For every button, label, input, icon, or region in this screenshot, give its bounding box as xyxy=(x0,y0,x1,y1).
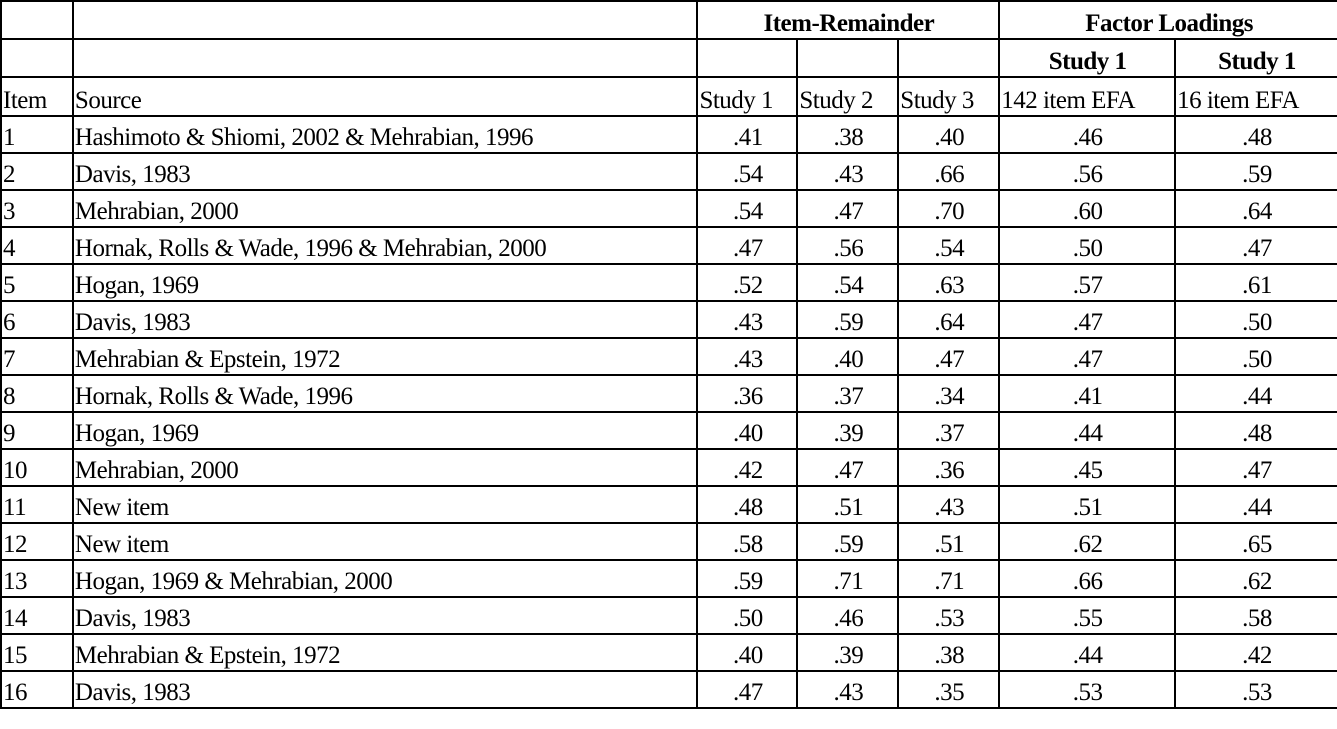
table-row xyxy=(1,671,1337,708)
table-row xyxy=(1,375,1337,412)
cell-study3-value[interactable]: .47 xyxy=(898,338,999,375)
cell-empty[interactable] xyxy=(697,39,797,77)
table-body xyxy=(1,116,1337,708)
cell-item-number[interactable]: 10 xyxy=(1,449,73,486)
column-header-row xyxy=(1,77,1337,116)
cell-study1-value[interactable]: .43 xyxy=(697,301,797,338)
cell-efa16-value[interactable]: .44 xyxy=(1175,375,1337,412)
cell-item-number[interactable]: 7 xyxy=(1,338,73,375)
cell-study3-value[interactable]: .35 xyxy=(898,671,999,708)
table-row xyxy=(1,560,1337,597)
cell-efa142-value[interactable]: .50 xyxy=(999,227,1175,264)
cell-study2-value[interactable]: .39 xyxy=(797,412,898,449)
cell-study2-value[interactable]: .37 xyxy=(797,375,898,412)
cell-efa16-value[interactable]: .50 xyxy=(1175,338,1337,375)
cell-study3-value[interactable]: .51 xyxy=(898,523,999,560)
cell-efa16-value[interactable]: .44 xyxy=(1175,486,1337,523)
table-row xyxy=(1,597,1337,634)
cell-study2-value[interactable]: .54 xyxy=(797,264,898,301)
cell-item-number[interactable]: 8 xyxy=(1,375,73,412)
cell-study2-value[interactable]: .51 xyxy=(797,486,898,523)
cell-efa16-value[interactable]: .65 xyxy=(1175,523,1337,560)
cell-study1-value[interactable]: .47 xyxy=(697,227,797,264)
cell-efa16-value[interactable]: .48 xyxy=(1175,412,1337,449)
table-row xyxy=(1,153,1337,190)
table-row xyxy=(1,190,1337,227)
table-row xyxy=(1,486,1337,523)
cell-efa142-value[interactable]: .47 xyxy=(999,301,1175,338)
cell-efa142-value[interactable]: .53 xyxy=(999,671,1175,708)
column-header-study1[interactable]: Study 1 xyxy=(697,77,797,116)
cell-source[interactable]: New item xyxy=(73,486,698,523)
cell-empty[interactable] xyxy=(73,39,698,77)
cell-item-number[interactable]: 4 xyxy=(1,227,73,264)
cell-study1-value[interactable]: .43 xyxy=(697,338,797,375)
cell-study2-value[interactable]: .71 xyxy=(797,560,898,597)
cell-study2-value[interactable]: .39 xyxy=(797,634,898,671)
group-header-row xyxy=(1,1,1337,39)
cell-efa16-value[interactable]: .62 xyxy=(1175,560,1337,597)
study1-142-subheader[interactable]: Study 1 xyxy=(999,39,1175,77)
cell-study2-value[interactable]: .46 xyxy=(797,597,898,634)
cell-item-number[interactable]: 1 xyxy=(1,116,73,153)
cell-study3-value[interactable]: .63 xyxy=(898,264,999,301)
cell-efa16-value[interactable]: .61 xyxy=(1175,264,1337,301)
cell-study1-value[interactable]: .40 xyxy=(697,412,797,449)
table-row xyxy=(1,523,1337,560)
sub-header-row xyxy=(1,39,1337,77)
cell-study1-value[interactable]: .41 xyxy=(697,116,797,153)
cell-item-number[interactable]: 5 xyxy=(1,264,73,301)
cell-efa142-value[interactable]: .62 xyxy=(999,523,1175,560)
cell-item-number[interactable]: 6 xyxy=(1,301,73,338)
cell-efa142-value[interactable]: .51 xyxy=(999,486,1175,523)
item-remainder-header[interactable]: Item-Remainder xyxy=(697,1,999,39)
cell-item-number[interactable]: 13 xyxy=(1,560,73,597)
cell-source[interactable]: Davis, 1983 xyxy=(73,597,698,634)
cell-study1-value[interactable]: .54 xyxy=(697,190,797,227)
cell-source[interactable]: Hogan, 1969 & Mehrabian, 2000 xyxy=(73,560,698,597)
cell-efa142-value[interactable]: .41 xyxy=(999,375,1175,412)
cell-efa16-value[interactable]: .50 xyxy=(1175,301,1337,338)
cell-study3-value[interactable]: .43 xyxy=(898,486,999,523)
cell-study2-value[interactable]: .59 xyxy=(797,523,898,560)
cell-efa16-value[interactable]: .47 xyxy=(1175,449,1337,486)
table-row xyxy=(1,227,1337,264)
cell-source[interactable]: Davis, 1983 xyxy=(73,671,698,708)
cell-study3-value[interactable]: .71 xyxy=(898,560,999,597)
column-header-study2[interactable]: Study 2 xyxy=(797,77,898,116)
cell-item-number[interactable]: 14 xyxy=(1,597,73,634)
cell-source[interactable]: Mehrabian, 2000 xyxy=(73,449,698,486)
cell-empty[interactable] xyxy=(898,39,999,77)
cell-study2-value[interactable]: .38 xyxy=(797,116,898,153)
cell-study1-value[interactable]: .50 xyxy=(697,597,797,634)
cell-empty[interactable] xyxy=(73,1,698,39)
cell-study3-value[interactable]: .38 xyxy=(898,634,999,671)
cell-efa142-value[interactable]: .46 xyxy=(999,116,1175,153)
cell-efa16-value[interactable]: .58 xyxy=(1175,597,1337,634)
cell-source[interactable]: Davis, 1983 xyxy=(73,301,698,338)
study1-16-subheader[interactable]: Study 1 xyxy=(1175,39,1337,77)
cell-source[interactable]: Hashimoto & Shiomi, 2002 & Mehrabian, 1996 xyxy=(73,116,698,153)
factor-loadings-header[interactable]: Factor Loadings xyxy=(999,1,1337,39)
cell-efa16-value[interactable]: .42 xyxy=(1175,634,1337,671)
cell-empty[interactable] xyxy=(797,39,898,77)
cell-source[interactable]: Mehrabian & Epstein, 1972 xyxy=(73,634,698,671)
cell-source[interactable]: Davis, 1983 xyxy=(73,153,698,190)
cell-source[interactable]: Hornak, Rolls & Wade, 1996 xyxy=(73,375,698,412)
table-row xyxy=(1,634,1337,671)
cell-item-number[interactable]: 16 xyxy=(1,671,73,708)
cell-study3-value[interactable]: .37 xyxy=(898,412,999,449)
table-row xyxy=(1,116,1337,153)
cell-study1-value[interactable]: .59 xyxy=(697,560,797,597)
cell-source[interactable]: Mehrabian, 2000 xyxy=(73,190,698,227)
cell-study2-value[interactable]: .43 xyxy=(797,153,898,190)
cell-efa142-value[interactable]: .57 xyxy=(999,264,1175,301)
cell-study2-value[interactable]: .43 xyxy=(797,671,898,708)
cell-study3-value[interactable]: .34 xyxy=(898,375,999,412)
table-row xyxy=(1,412,1337,449)
cell-efa142-value[interactable]: .60 xyxy=(999,190,1175,227)
cell-item-number[interactable]: 15 xyxy=(1,634,73,671)
table-row xyxy=(1,301,1337,338)
cell-study2-value[interactable]: .56 xyxy=(797,227,898,264)
cell-study2-value[interactable]: .59 xyxy=(797,301,898,338)
cell-item-number[interactable]: 12 xyxy=(1,523,73,560)
cell-source[interactable]: New item xyxy=(73,523,698,560)
cell-efa142-value[interactable]: .47 xyxy=(999,338,1175,375)
cell-study2-value[interactable]: .47 xyxy=(797,190,898,227)
cell-study1-value[interactable]: .42 xyxy=(697,449,797,486)
column-header-16-item-efa[interactable]: 16 item EFA xyxy=(1175,77,1337,116)
cell-item-number[interactable]: 11 xyxy=(1,486,73,523)
cell-study3-value[interactable]: .40 xyxy=(898,116,999,153)
cell-study1-value[interactable]: .36 xyxy=(697,375,797,412)
cell-study1-value[interactable]: .54 xyxy=(697,153,797,190)
cell-empty[interactable] xyxy=(1,39,73,77)
cell-efa16-value[interactable]: .59 xyxy=(1175,153,1337,190)
column-header-item[interactable]: Item xyxy=(1,77,73,116)
cell-study1-value[interactable]: .52 xyxy=(697,264,797,301)
cell-study3-value[interactable]: .36 xyxy=(898,449,999,486)
cell-study1-value[interactable]: .58 xyxy=(697,523,797,560)
cell-item-number[interactable]: 2 xyxy=(1,153,73,190)
cell-study3-value[interactable]: .66 xyxy=(898,153,999,190)
table-row xyxy=(1,264,1337,301)
cell-item-number[interactable]: 3 xyxy=(1,190,73,227)
cell-efa142-value[interactable]: .44 xyxy=(999,412,1175,449)
cell-efa142-value[interactable]: .56 xyxy=(999,153,1175,190)
table-row xyxy=(1,449,1337,486)
cell-efa142-value[interactable]: .55 xyxy=(999,597,1175,634)
cell-efa16-value[interactable]: .64 xyxy=(1175,190,1337,227)
cell-empty[interactable] xyxy=(1,1,73,39)
table-row xyxy=(1,338,1337,375)
cell-source[interactable]: Hogan, 1969 xyxy=(73,264,698,301)
cell-efa142-value[interactable]: .44 xyxy=(999,634,1175,671)
cell-study3-value[interactable]: .53 xyxy=(898,597,999,634)
column-header-study3[interactable]: Study 3 xyxy=(898,77,999,116)
cell-efa142-value[interactable]: .66 xyxy=(999,560,1175,597)
cell-study1-value[interactable]: .40 xyxy=(697,634,797,671)
cell-source[interactable]: Hogan, 1969 xyxy=(73,412,698,449)
cell-study3-value[interactable]: .54 xyxy=(898,227,999,264)
cell-item-number[interactable]: 9 xyxy=(1,412,73,449)
cell-study1-value[interactable]: .47 xyxy=(697,671,797,708)
cell-study2-value[interactable]: .40 xyxy=(797,338,898,375)
cell-study3-value[interactable]: .70 xyxy=(898,190,999,227)
column-header-142-item-efa[interactable]: 142 item EFA xyxy=(999,77,1175,116)
cell-efa16-value[interactable]: .48 xyxy=(1175,116,1337,153)
cell-study1-value[interactable]: .48 xyxy=(697,486,797,523)
cell-source[interactable]: Mehrabian & Epstein, 1972 xyxy=(73,338,698,375)
cell-efa16-value[interactable]: .53 xyxy=(1175,671,1337,708)
column-header-source[interactable]: Source xyxy=(73,77,698,116)
cell-efa16-value[interactable]: .47 xyxy=(1175,227,1337,264)
cell-efa142-value[interactable]: .45 xyxy=(999,449,1175,486)
cell-study3-value[interactable]: .64 xyxy=(898,301,999,338)
cell-source[interactable]: Hornak, Rolls & Wade, 1996 & Mehrabian, 2000 xyxy=(73,227,698,264)
cell-study2-value[interactable]: .47 xyxy=(797,449,898,486)
